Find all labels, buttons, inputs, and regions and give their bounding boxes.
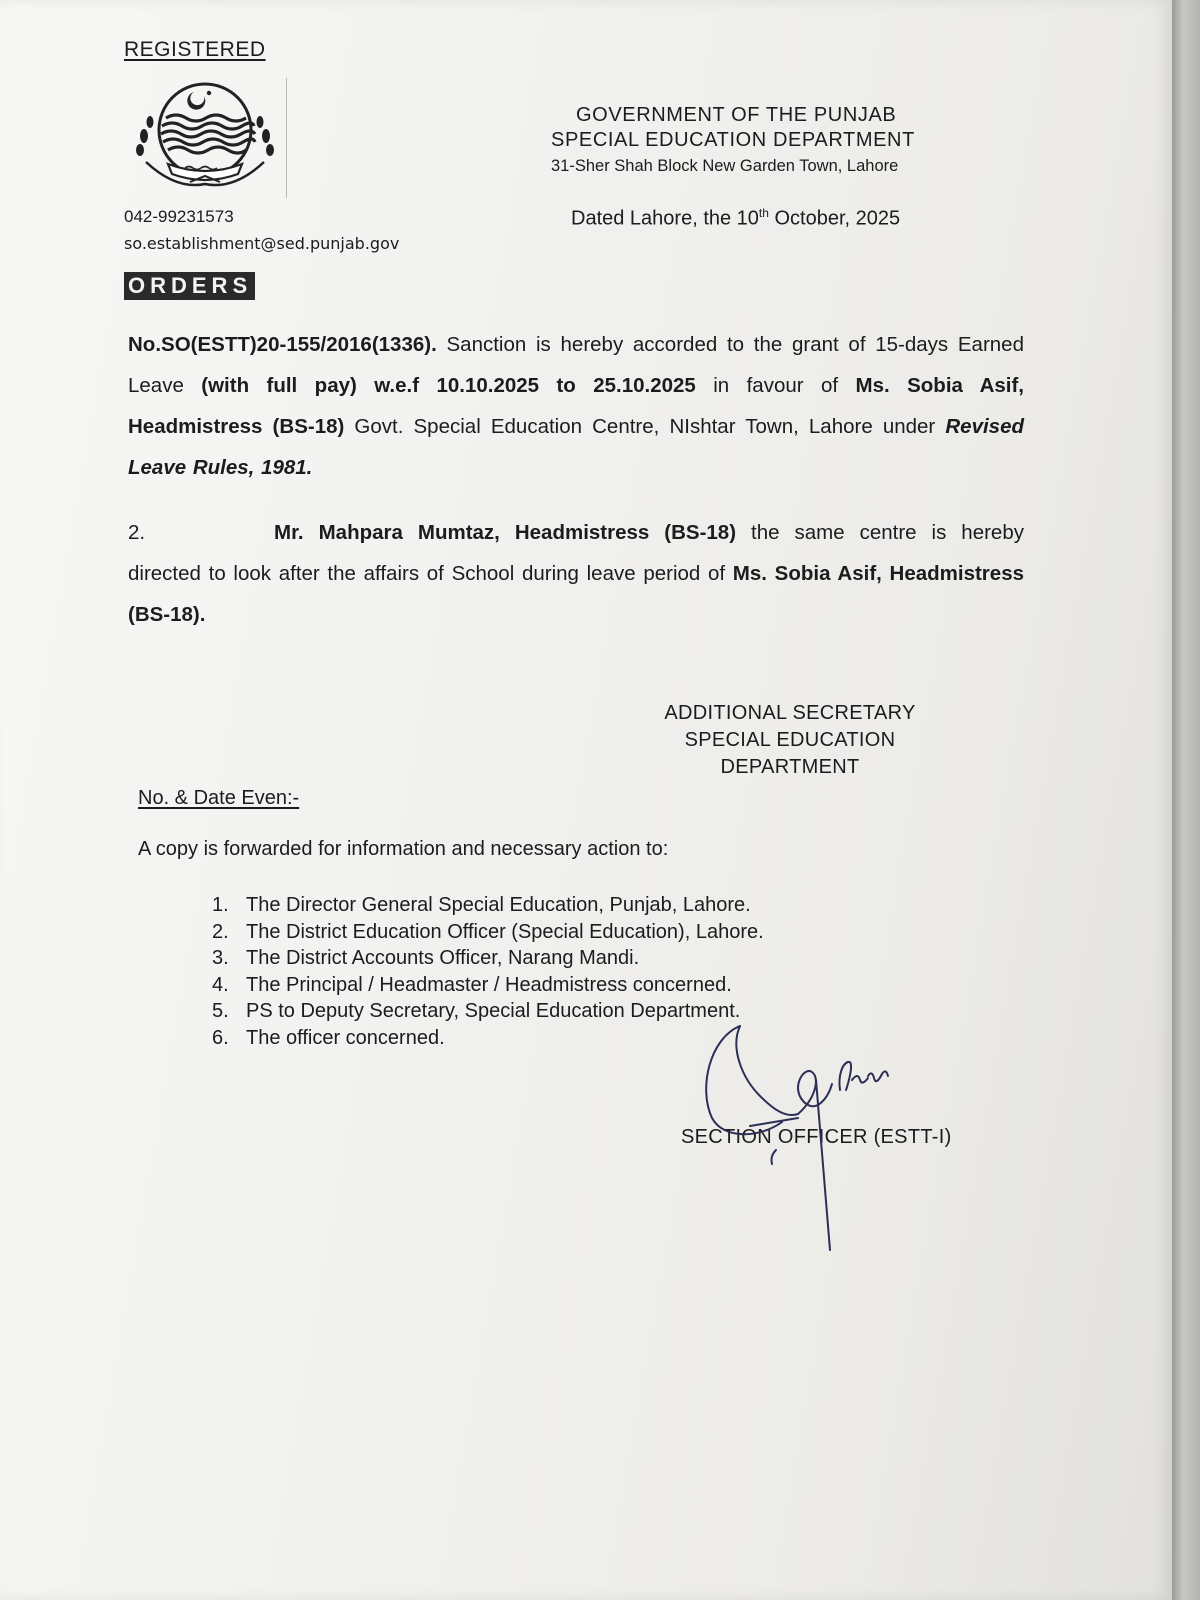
para2-text-1: the same centre is hereby directed to look after the affairs of School during leave period of [128, 521, 1024, 585]
order-paragraph-1 [128, 324, 1024, 488]
signatory-line-3: DEPARTMENT [720, 756, 860, 778]
forward-text: A copy is forwarded for information and necessary action to: [138, 838, 669, 860]
registered-label: REGISTERED [124, 38, 266, 61]
list-number: 5. [212, 1000, 229, 1022]
signatory-line-2: SPECIAL EDUCATION [684, 729, 896, 751]
list-number: 6. [212, 1026, 229, 1049]
signatory-line-1: ADDITIONAL SECRETARY [664, 702, 916, 724]
para1-text-1: Sanction is hereby accorded to the grant of 15-days Earned Leave [128, 333, 1024, 397]
para1-text-3: Govt. Special Education Centre, NIshtar Town, Lahore under [344, 415, 946, 438]
additional-secretary-block [620, 700, 960, 781]
page-edge-background [1172, 0, 1200, 1600]
list-item [212, 892, 764, 919]
section-officer-title: SECTION OFFICER (ESTT-I) [681, 1126, 952, 1148]
date-ordinal: th [758, 206, 769, 220]
department-title: SPECIAL EDUCATION DEPARTMENT [551, 129, 915, 151]
handwritten-signature-icon [690, 1018, 900, 1258]
officer-name: Ms. Sobia Asif, Headmistress (BS-18) [128, 374, 1024, 438]
list-item [212, 945, 764, 972]
department-address: 31-Sher Shah Block New Garden Town, Lahore [551, 157, 899, 175]
list-item [212, 972, 764, 999]
list-text: PS to Deputy Secretary, Special Education Department. [246, 1000, 741, 1022]
date-line [571, 206, 900, 231]
list-text: The Principal / Headmaster / Headmistress concerned. [246, 973, 732, 996]
distribution-list [212, 892, 764, 1051]
list-text: The District Education Officer (Special Education), Lahore. [246, 920, 764, 943]
no-date-even: No. & Date Even:- [138, 787, 300, 809]
date-suffix: October, 2025 [768, 207, 901, 230]
punjab-emblem-icon [130, 78, 280, 196]
list-text: The Director General Special Education, Punjab, Lahore. [246, 894, 751, 916]
orders-heading: ORDERS [124, 272, 255, 300]
list-number: 3. [212, 947, 229, 969]
list-item [212, 919, 764, 946]
phone-number: 042-99231573 [124, 207, 234, 226]
list-number: 1. [212, 894, 229, 916]
list-text: The officer concerned. [246, 1026, 445, 1049]
list-item [212, 1025, 764, 1052]
paragraph-number: 2. [128, 521, 146, 544]
list-number: 4. [212, 973, 229, 996]
list-number: 2. [212, 920, 229, 943]
government-title: GOVERNMENT OF THE PUNJAB [576, 104, 897, 126]
date-prefix: Dated Lahore, the 10 [571, 207, 759, 230]
leave-period: (with full pay) w.e.f 10.10.2025 to 25.10.2025 [201, 374, 696, 397]
emblem-divider [286, 78, 287, 198]
incharge-name: Mr. Mahpara Mumtaz, Headmistress (BS-18) [274, 521, 737, 544]
leave-rules: Revised Leave Rules, 1981. [128, 415, 1024, 479]
list-text: The District Accounts Officer, Narang Mandi. [246, 947, 640, 969]
officer-name-repeat: Ms. Sobia Asif, Headmistress (BS-18). [128, 562, 1024, 626]
list-item [212, 998, 764, 1025]
para1-text-2: in favour of [695, 374, 856, 397]
order-reference: No.SO(ESTT)20-155/2016(1336). [128, 333, 437, 356]
order-paragraph-2 [128, 512, 1024, 635]
email-address: so.establishment@sed.punjab.gov [124, 234, 400, 253]
